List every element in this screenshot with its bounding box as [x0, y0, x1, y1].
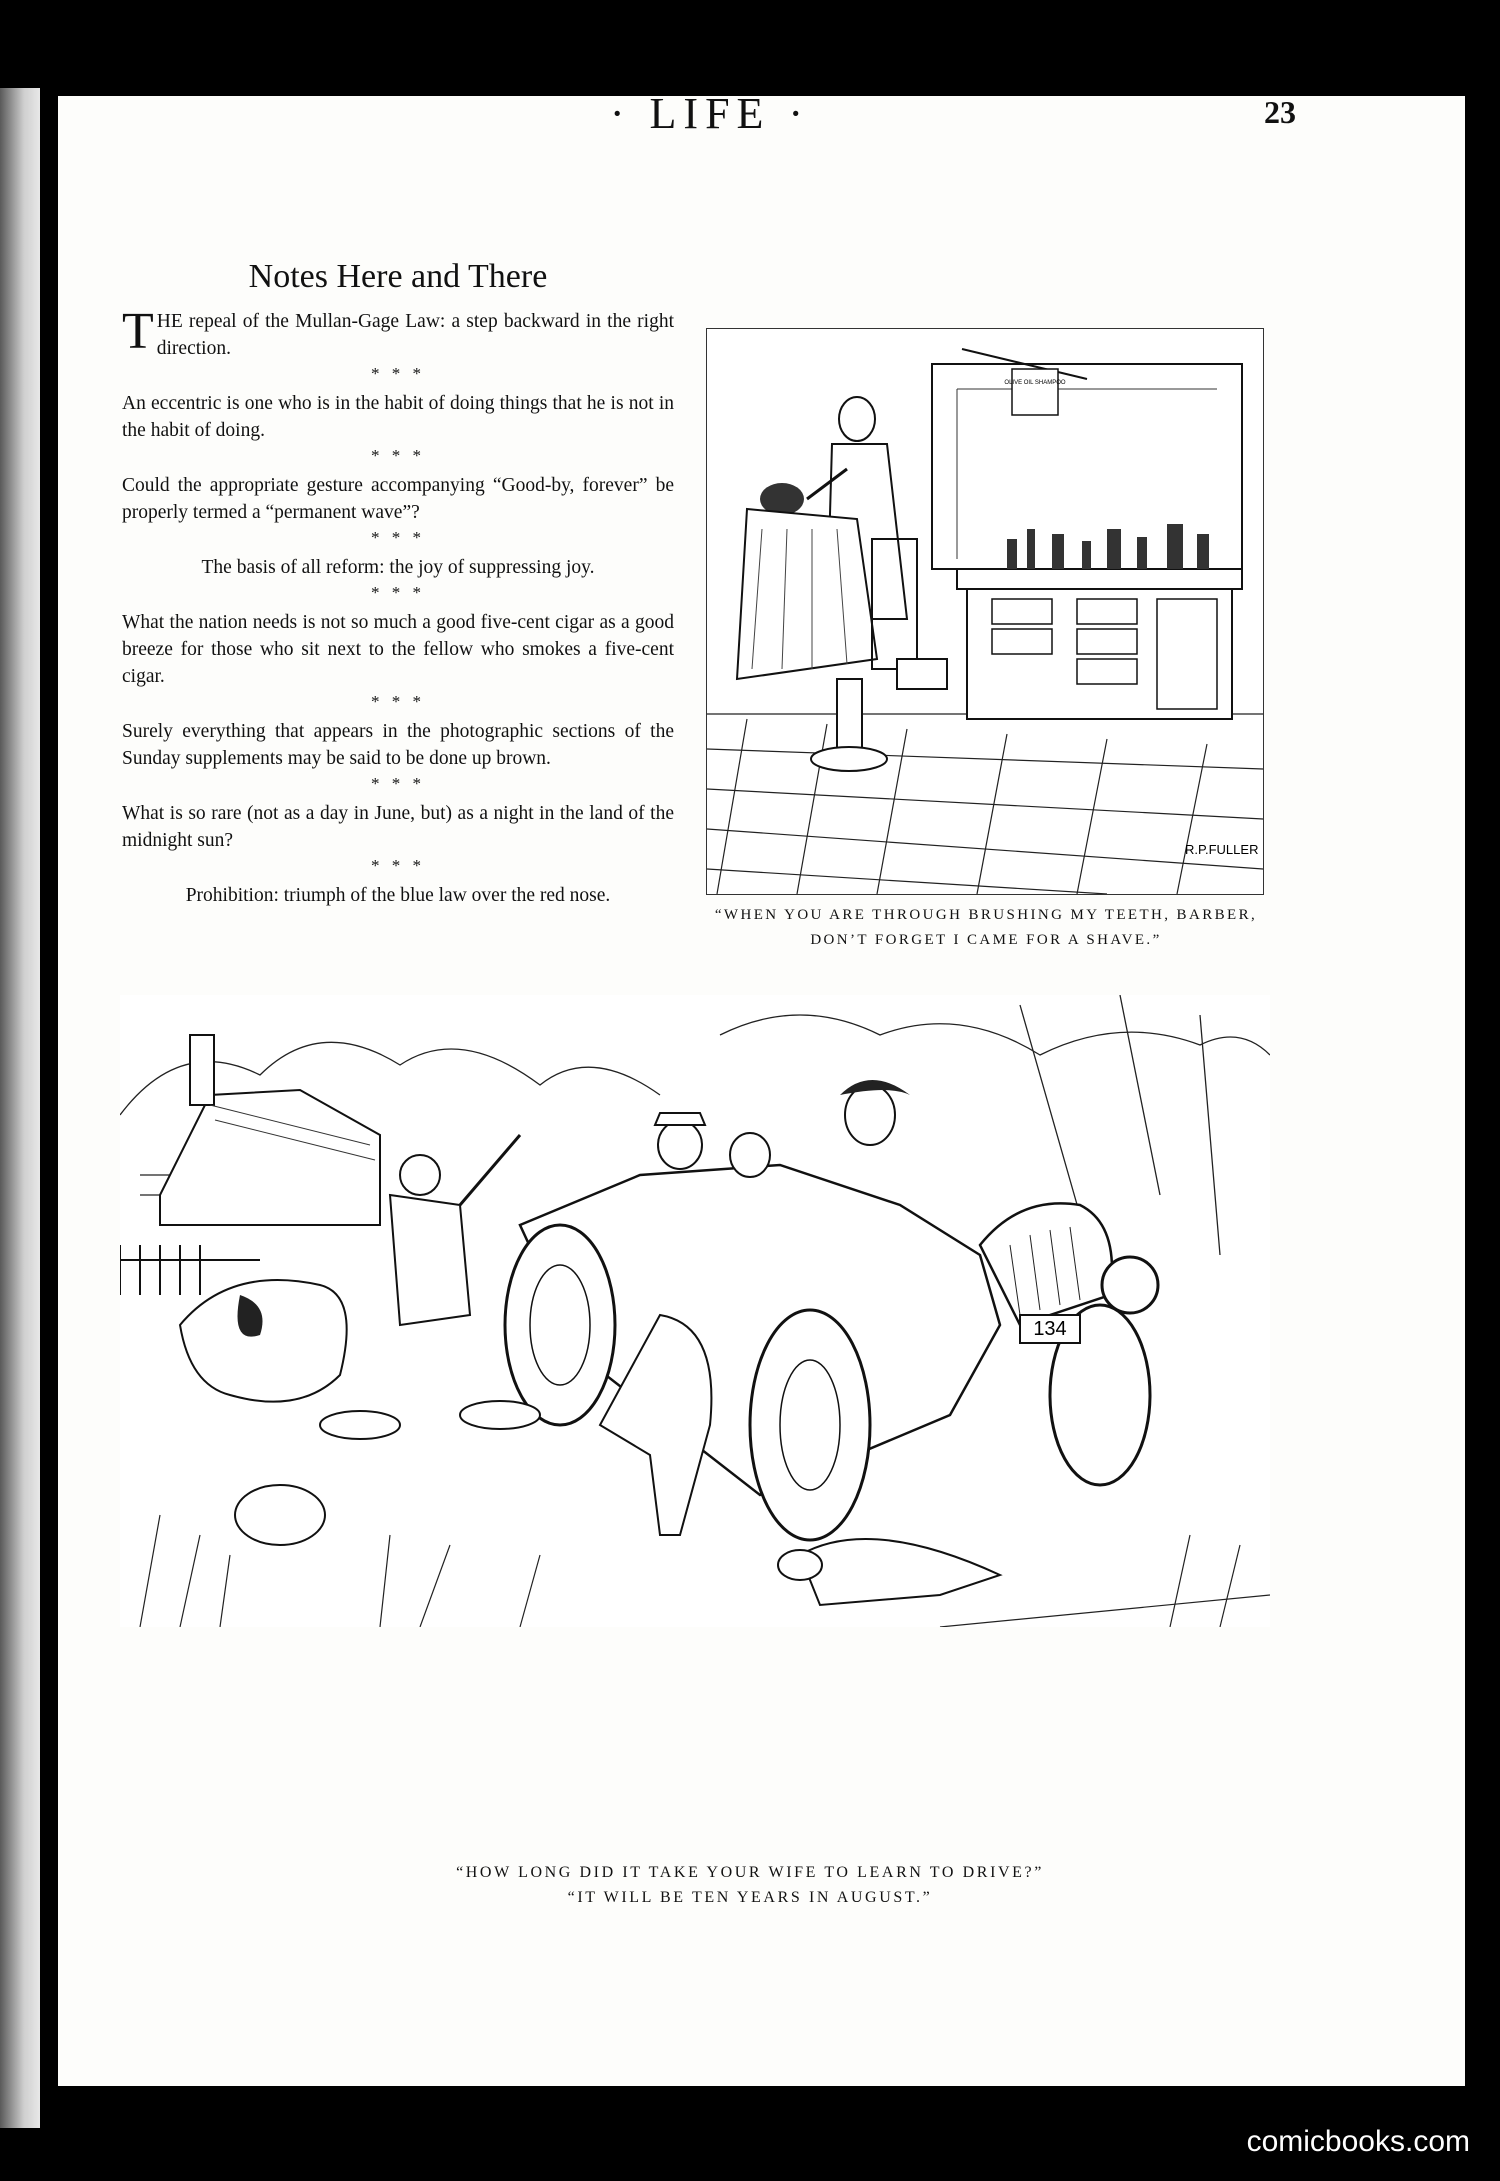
- magazine-title: · LIFE ·: [609, 89, 811, 138]
- note-item: The basis of all reform: the joy of suppressing joy.: [201, 557, 595, 578]
- car-caption-line-1: “HOW LONG DID IT TAKE YOUR WIFE TO LEARN TO DRIVE?”: [456, 1864, 1044, 1881]
- shampoo-sign: OLIVE OIL SHAMPOO: [1004, 380, 1066, 386]
- note-separator: * * *: [371, 528, 425, 547]
- note-item: Prohibition: triumph of the blue law over the red nose.: [185, 885, 611, 906]
- watermark: comicbooks.com: [1246, 2125, 1470, 2158]
- note-item: THE repeal of the Mullan-Gage Law: a step backward in the right direction.: [122, 303, 674, 360]
- note-separator: * * *: [371, 446, 425, 465]
- adjacent-page-edge: [0, 88, 40, 2128]
- note-item: Could the appropriate gesture accompanying “Good-by, forever” be properly termed a “permanent wave”?: [122, 475, 674, 523]
- barber-cartoon: [706, 328, 1264, 895]
- barber-illustration: [707, 329, 1263, 894]
- note-separator: * * *: [371, 692, 425, 711]
- note-separator: * * *: [371, 856, 425, 875]
- note-item: Surely everything that appears in the photographic sections of the Sunday supplements may be said to be done up brown.: [122, 721, 674, 769]
- note-separator: * * *: [371, 364, 425, 383]
- car-cartoon: [120, 995, 1270, 1627]
- car-illustration: [120, 995, 1270, 1627]
- note-item: What is so rare (not as a day in June, but) as a night in the land of the midnight sun?: [122, 803, 674, 851]
- note-item: What the nation needs is not so much a good five-cent cigar as a good breeze for those who sit next to the fellow who smokes a five-cent cigar.: [122, 612, 674, 687]
- notes-title: Notes Here and There: [248, 258, 548, 295]
- car-caption-line-2: “IT WILL BE TEN YEARS IN AUGUST.”: [567, 1889, 933, 1906]
- note-separator: * * *: [371, 583, 425, 602]
- page-number: 23: [1264, 94, 1296, 130]
- artist-signature: R.P.FULLER: [1185, 842, 1259, 857]
- notes-column: [122, 258, 674, 909]
- barber-caption: “WHEN YOU ARE THROUGH BRUSHING MY TEETH, BARBER, DON’T FORGET I CAME FOR A SHAVE.”: [714, 907, 1258, 948]
- car-caption: [300, 1860, 1200, 1910]
- note-separator: * * *: [371, 774, 425, 793]
- note-item: An eccentric is one who is in the habit of doing things that he is not in the habit of doing.: [122, 393, 674, 441]
- license-plate: 134: [1033, 1318, 1067, 1340]
